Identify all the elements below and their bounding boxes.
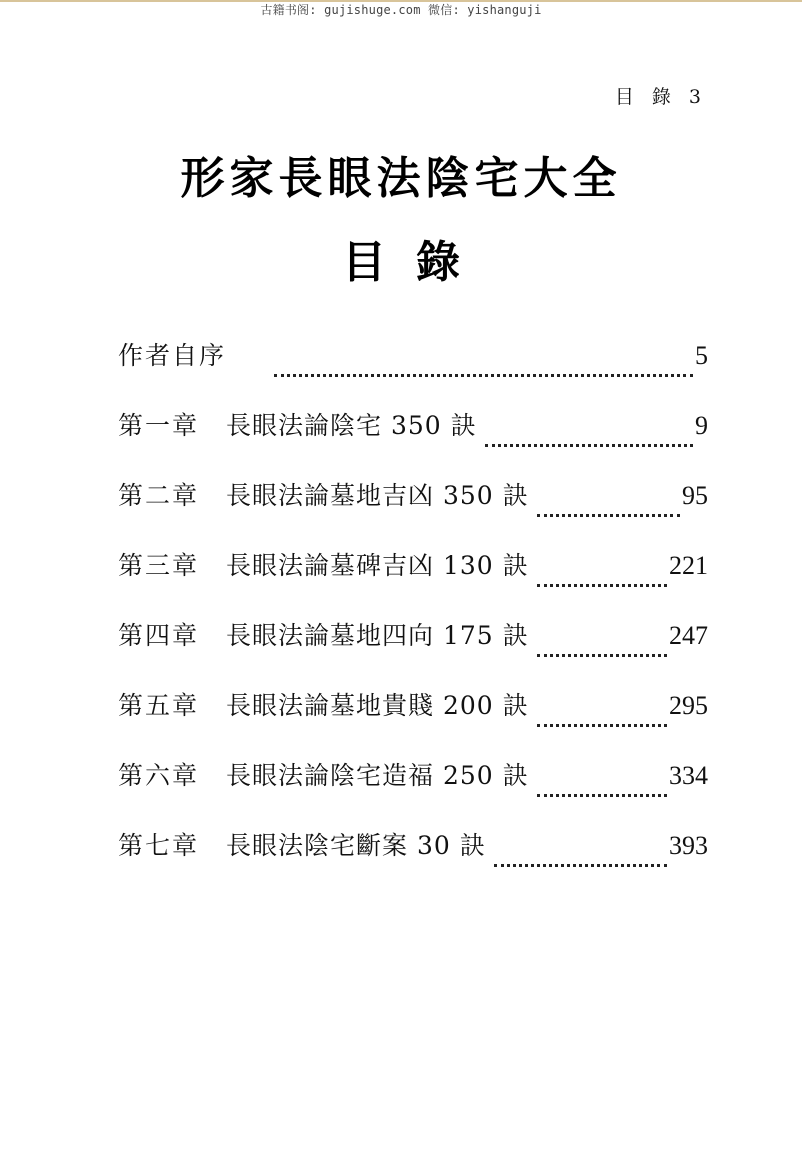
dot-leader [537,654,667,657]
toc-entry-page: 393 [669,831,708,860]
toc-entry-page: 334 [669,761,708,790]
toc-entry-page: 5 [695,341,708,370]
toc-entry-title: 長眼法論墓碑吉凶 130 訣 [226,551,529,580]
toc-entry-label: 第六章 [118,761,200,790]
toc-entry-chapter-3[interactable] [118,546,708,616]
toc-entry-page: 9 [695,411,708,440]
dot-leader [537,584,667,587]
toc-entry-preface[interactable] [118,336,708,406]
toc-entry-chapter-1[interactable] [118,406,708,476]
toc-entry-label: 第四章 [118,621,200,650]
toc-entry-page: 295 [669,691,708,720]
dot-leader [537,514,680,517]
toc-heading: 目錄 [342,237,490,288]
toc-entry-title: 長眼法陰宅斷案 30 訣 [226,831,486,860]
toc-entry-label: 作者自序 [118,341,227,370]
book-title: 形家長眼法陰宅大全 [180,153,622,204]
toc-entry-page: 95 [682,481,708,510]
dot-leader [485,444,693,447]
toc-entry-chapter-2[interactable] [118,476,708,546]
dot-leader [274,374,693,377]
toc-entry-title: 長眼法論墓地吉凶 350 訣 [226,481,529,510]
running-head: 目 錄 3 [614,86,707,108]
toc-entry-chapter-6[interactable] [118,756,708,826]
toc-entry-title: 長眼法論陰宅造福 250 訣 [226,761,529,790]
dot-leader [494,864,667,867]
toc-entry-label: 第三章 [118,551,200,580]
toc-entry-title: 長眼法論墓地貴賤 200 訣 [226,691,529,720]
toc-entry-page: 221 [669,551,708,580]
toc-entry-label: 第二章 [118,481,200,510]
watermark-text: 古籍书阁: gujishuge.com 微信: yishanguji [260,3,542,17]
dot-leader [537,724,667,727]
table-of-contents [118,336,708,896]
dot-leader [537,794,667,797]
toc-entry-chapter-7[interactable] [118,826,708,896]
toc-entry-label: 第五章 [118,691,200,720]
toc-entry-page: 247 [669,621,708,650]
toc-entry-label: 第一章 [118,411,200,440]
toc-entry-title: 長眼法論陰宅 350 訣 [226,411,477,440]
toc-entry-title: 長眼法論墓地四向 175 訣 [226,621,529,650]
toc-entry-label: 第七章 [118,831,200,860]
toc-entry-chapter-4[interactable] [118,616,708,686]
toc-entry-chapter-5[interactable] [118,686,708,756]
